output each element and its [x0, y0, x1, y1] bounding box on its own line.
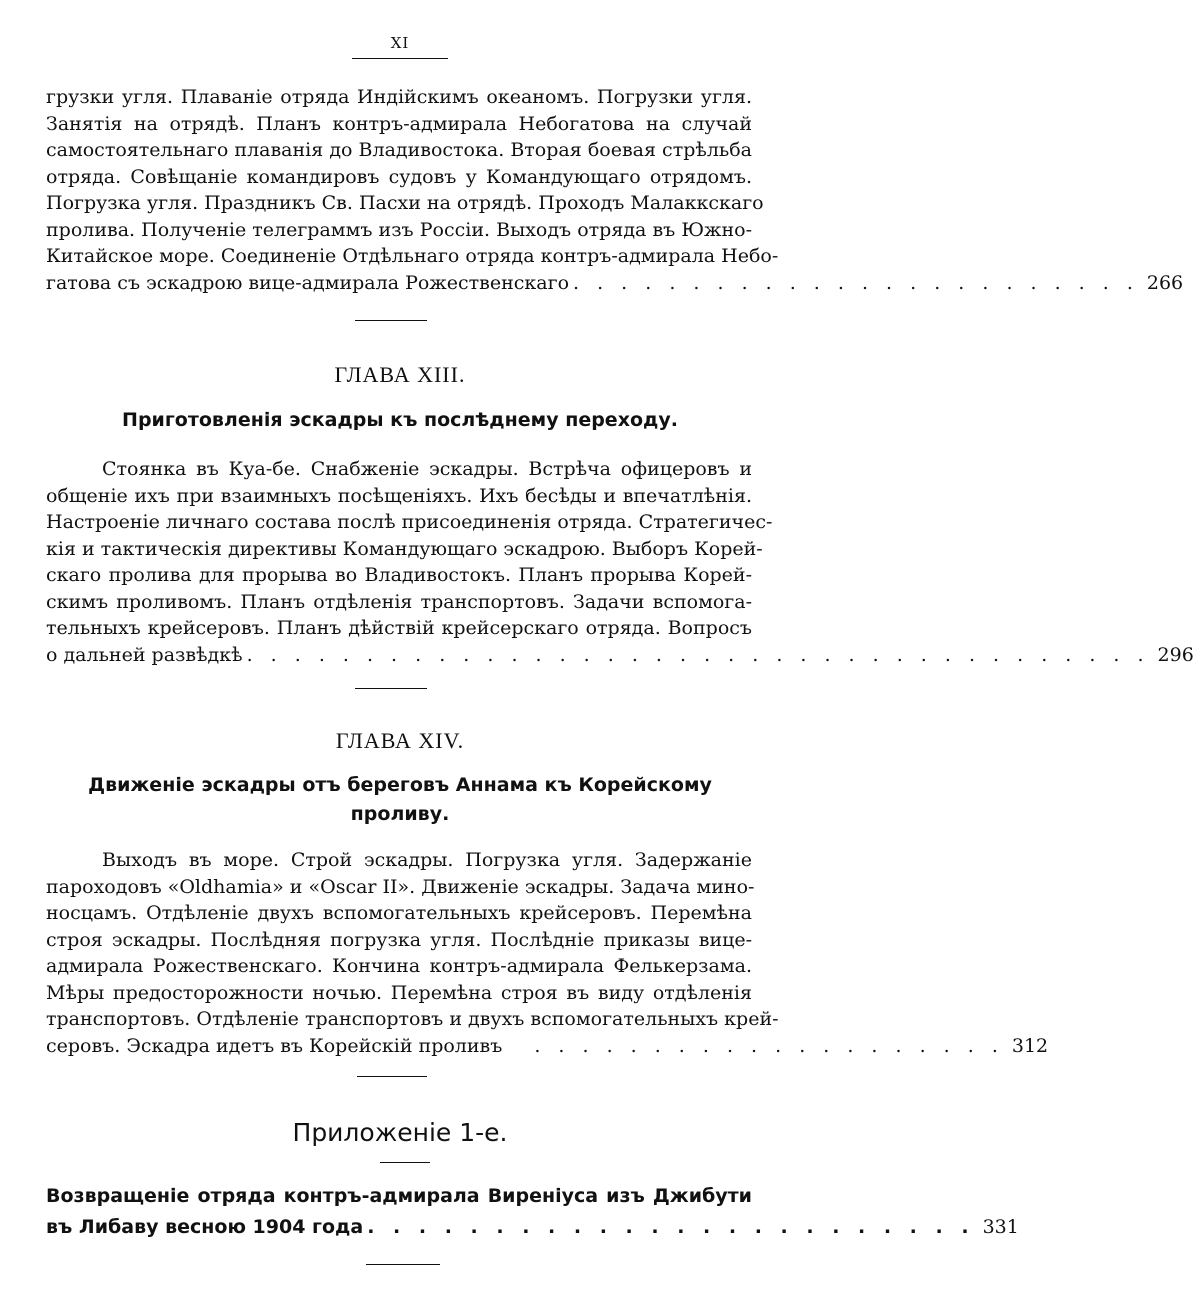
page-number: 331	[982, 1216, 1019, 1238]
text-line: носцамъ. Отдѣленіе двухъ вспомогательныхъ крейсеровъ. Перемѣна	[46, 902, 752, 924]
text-line: строя эскадры. Послѣдняя погрузка угля. Послѣдніе приказы вице-	[46, 928, 752, 951]
section-divider	[380, 1162, 430, 1163]
text-line: грузки угля. Плаваніе отряда Индійскимъ океаномъ. Погрузки угля.	[46, 86, 752, 108]
text-line: Стоянка въ Куа-бе. Снабженіе эскадры. Встрѣча офицеровъ и	[102, 458, 752, 480]
text-line: кія и тактическія директивы Командующаго эскадрою. Выборъ Корей-	[46, 537, 763, 560]
section-divider	[357, 1076, 427, 1077]
chapter-summary	[46, 456, 1194, 668]
text-line: пролива. Полученіе телеграммъ изъ Россіи. Выходъ отряда въ Южно-	[46, 218, 752, 241]
toc-entry-last-line	[46, 270, 1184, 297]
page-number: 266	[1146, 271, 1184, 294]
text-line: отряда. Совѣщаніе командировъ судовъ у Командующаго отрядомъ.	[46, 165, 752, 188]
section-divider	[355, 320, 427, 321]
text-line: Занятія на отрядѣ. Планъ контръ-адмирала Небогатова на случай	[46, 112, 752, 135]
dot-leader: . . . . . . . . . . . . . . . . . . . .	[534, 1034, 1004, 1057]
title-line: Возвращеніе отряда контръ-адмирала Виреніуса изъ Джибути	[46, 1185, 752, 1207]
text-line: Мѣры предосторожности ночью. Перемѣна строя въ виду отдѣленія	[46, 981, 752, 1004]
toc-entry-last-line	[46, 642, 1194, 669]
title-line: Движеніе эскадры отъ береговъ Аннама къ Корейскому	[88, 774, 712, 796]
section-intro-text	[46, 84, 1184, 296]
dot-leader: . . . . . . . . . . . . . . . . . . . . . . . .	[573, 271, 1139, 294]
text-line: самостоятельнаго плаванія до Владивостока. Вторая боевая стрѣльба	[46, 139, 752, 161]
header-rule	[352, 58, 448, 59]
toc-entry-last-line	[46, 1033, 1049, 1060]
text-line: пароходовъ «Oldhamia» и «Oscar II». Движеніе эскадры. Задача мино-	[46, 875, 755, 898]
text-line: скаго пролива для прорыва во Владивостокъ. Планъ прорыва Корей-	[46, 564, 752, 586]
page-number: 296	[1157, 643, 1194, 666]
chapter-title: Приготовленія эскадры къ послѣднему переходу.	[122, 409, 678, 431]
text-line: адмирала Рожественскаго. Кончина контръ-адмирала Фелькерзама.	[46, 955, 752, 977]
text-line: тельныхъ крейсеровъ. Планъ дѣйствій крейсерскаго отряда. Вопросъ	[46, 617, 752, 639]
text-line: Китайское море. Соединеніе Отдѣльнаго отряда контръ-адмирала Небо-	[46, 245, 779, 267]
title-line: проливу.	[350, 803, 450, 825]
chapter-summary	[46, 847, 1049, 1059]
text-line: общеніе ихъ при взаимныхъ посѣщеніяхъ. Ихъ бесѣды и впечатлѣнія.	[46, 484, 752, 507]
text-line: серовъ. Эскадра идетъ въ Корейскій проливъ	[46, 1034, 503, 1057]
chapter-heading: ГЛАВА XIII.	[334, 362, 466, 387]
dot-leader: . . . . . . . . . . . . . . . . . . . . . . . .	[367, 1216, 975, 1238]
text-line: о дальней развѣдкѣ	[46, 643, 243, 666]
chapter-title	[70, 771, 730, 829]
page-number: 312	[1011, 1034, 1049, 1057]
text-line: транспортовъ. Отдѣленіе транспортовъ и двухъ вспомогательныхъ крей-	[46, 1008, 779, 1030]
page-folio: XI	[390, 34, 410, 52]
text-line: Выходъ въ море. Строй эскадры. Погрузка угля. Задержаніе	[102, 849, 752, 871]
text-line: гатова съ эскадрою вице-адмирала Рожественскаго	[46, 271, 570, 294]
chapter-heading: ГЛАВА XIV.	[335, 728, 465, 753]
text-line: Настроеніе личнаго состава послѣ присоединенія отряда. Стратегичес-	[46, 511, 773, 533]
dot-leader: . . . . . . . . . . . . . . . . . . . . . . . . . . . . . . . . . . . . . .	[246, 643, 1150, 666]
appendix-heading: Приложеніе 1-е.	[292, 1118, 508, 1147]
bottom-rule	[366, 1264, 440, 1265]
text-line: въ Либаву весною 1904 года	[46, 1216, 364, 1238]
toc-entry-last-line	[46, 1212, 1019, 1243]
text-line: Погрузка угля. Праздникъ Св. Пасхи на отрядѣ. Проходъ Малаккскаго	[46, 192, 764, 214]
appendix-entry	[46, 1181, 1019, 1243]
text-line: скимъ проливомъ. Планъ отдѣленія транспортовъ. Задачи вспомога-	[46, 590, 752, 613]
section-divider	[355, 688, 427, 689]
